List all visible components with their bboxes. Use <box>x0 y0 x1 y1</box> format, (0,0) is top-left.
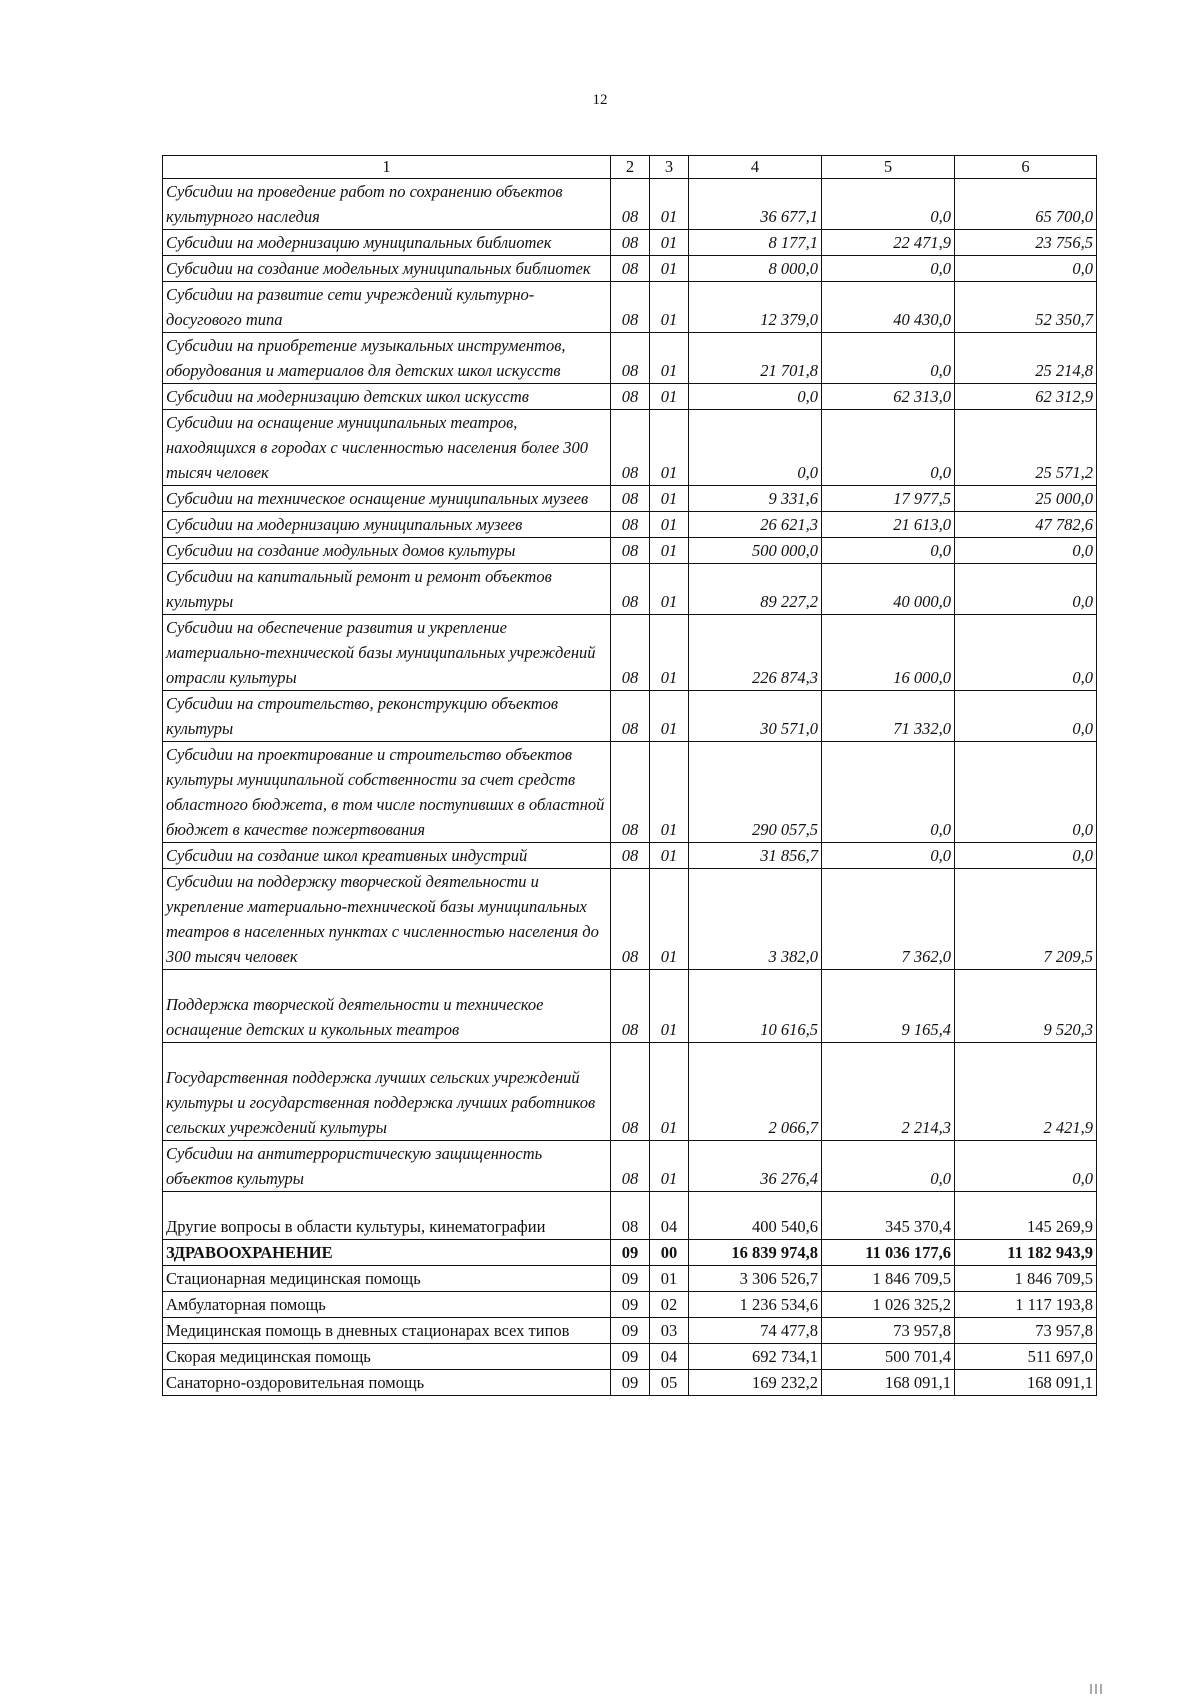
cell-value-5: 40 000,0 <box>822 564 955 615</box>
cell-value-5: 1 846 709,5 <box>822 1266 955 1292</box>
cell-value-6: 65 700,0 <box>955 179 1097 230</box>
cell-section: 08 <box>611 1141 650 1192</box>
cell-name: Амбулаторная помощь <box>163 1292 611 1318</box>
cell-value-6: 9 520,3 <box>955 970 1097 1043</box>
cell-name: Скорая медицинская помощь <box>163 1344 611 1370</box>
cell-section: 08 <box>611 230 650 256</box>
cell-value-5: 0,0 <box>822 538 955 564</box>
cell-subsection: 01 <box>650 333 689 384</box>
table-row <box>163 410 1097 486</box>
cell-value-5: 1 026 325,2 <box>822 1292 955 1318</box>
table-row <box>163 1344 1097 1370</box>
cell-name: Государственная поддержка лучших сельских учреждений культуры и государственная поддержка лучших работников сельских учреждений культуры <box>163 1043 611 1141</box>
table-row <box>163 1266 1097 1292</box>
cell-value-4: 0,0 <box>689 384 822 410</box>
cell-section: 08 <box>611 564 650 615</box>
cell-value-5: 7 362,0 <box>822 869 955 970</box>
cell-value-6: 168 091,1 <box>955 1370 1097 1396</box>
cell-section: 08 <box>611 869 650 970</box>
cell-value-4: 3 306 526,7 <box>689 1266 822 1292</box>
cell-value-6: 0,0 <box>955 691 1097 742</box>
cell-section: 08 <box>611 512 650 538</box>
table-header-row <box>163 156 1097 179</box>
table-row <box>163 970 1097 1043</box>
cell-subsection: 01 <box>650 256 689 282</box>
cell-subsection: 01 <box>650 230 689 256</box>
cell-value-4: 16 839 974,8 <box>689 1240 822 1266</box>
cell-subsection: 01 <box>650 691 689 742</box>
cell-value-5: 0,0 <box>822 1141 955 1192</box>
cell-value-6: 0,0 <box>955 843 1097 869</box>
cell-value-6: 62 312,9 <box>955 384 1097 410</box>
cell-section: 08 <box>611 179 650 230</box>
header-col-3: 3 <box>650 156 689 179</box>
cell-value-4: 10 616,5 <box>689 970 822 1043</box>
cell-subsection: 02 <box>650 1292 689 1318</box>
cell-value-5: 500 701,4 <box>822 1344 955 1370</box>
cell-value-5: 21 613,0 <box>822 512 955 538</box>
cell-subsection: 01 <box>650 1266 689 1292</box>
cell-value-6: 23 756,5 <box>955 230 1097 256</box>
cell-section: 09 <box>611 1292 650 1318</box>
cell-value-4: 30 571,0 <box>689 691 822 742</box>
cell-value-4: 31 856,7 <box>689 843 822 869</box>
cell-section: 08 <box>611 742 650 843</box>
table-row <box>163 869 1097 970</box>
table-row <box>163 1370 1097 1396</box>
cell-name: Субсидии на капитальный ремонт и ремонт объектов культуры <box>163 564 611 615</box>
table-row <box>163 1192 1097 1240</box>
cell-name: Субсидии на создание модельных муниципальных библиотек <box>163 256 611 282</box>
table-row <box>163 282 1097 333</box>
cell-name: Санаторно-оздоровительная помощь <box>163 1370 611 1396</box>
cell-value-6: 73 957,8 <box>955 1318 1097 1344</box>
cell-value-6: 25 214,8 <box>955 333 1097 384</box>
table-row <box>163 512 1097 538</box>
cell-value-6: 0,0 <box>955 1141 1097 1192</box>
table-row <box>163 179 1097 230</box>
cell-value-6: 47 782,6 <box>955 512 1097 538</box>
cell-subsection: 01 <box>650 486 689 512</box>
cell-value-5: 0,0 <box>822 179 955 230</box>
cell-value-5: 9 165,4 <box>822 970 955 1043</box>
cell-name: Субсидии на создание модульных домов культуры <box>163 538 611 564</box>
cell-value-4: 8 177,1 <box>689 230 822 256</box>
cell-name: Субсидии на поддержку творческой деятельности и укрепление материально-технической базы муниципальных театров в населенных пунктах с численностью населения до 300 тысяч человек <box>163 869 611 970</box>
cell-subsection: 01 <box>650 179 689 230</box>
table-row <box>163 333 1097 384</box>
cell-name: Субсидии на обеспечение развития и укрепление материально-технической базы муниципальных учреждений отрасли культуры <box>163 615 611 691</box>
cell-value-6: 511 697,0 <box>955 1344 1097 1370</box>
cell-section: 09 <box>611 1318 650 1344</box>
cell-name: ЗДРАВООХРАНЕНИЕ <box>163 1240 611 1266</box>
cell-value-6: 11 182 943,9 <box>955 1240 1097 1266</box>
cell-value-4: 226 874,3 <box>689 615 822 691</box>
cell-value-4: 9 331,6 <box>689 486 822 512</box>
cell-subsection: 01 <box>650 410 689 486</box>
cell-value-5: 0,0 <box>822 410 955 486</box>
cell-value-6: 25 000,0 <box>955 486 1097 512</box>
table-row <box>163 486 1097 512</box>
budget-table <box>162 155 1097 1396</box>
cell-value-5: 11 036 177,6 <box>822 1240 955 1266</box>
table-row <box>163 843 1097 869</box>
cell-value-4: 36 677,1 <box>689 179 822 230</box>
table-row <box>163 1240 1097 1266</box>
cell-section: 08 <box>611 615 650 691</box>
cell-value-5: 62 313,0 <box>822 384 955 410</box>
header-col-2: 2 <box>611 156 650 179</box>
cell-name: Субсидии на проектирование и строительство объектов культуры муниципальной собственности за счет средств областного бюджета, в том числе поступивших в областной бюджет в качестве пожертвования <box>163 742 611 843</box>
cell-value-4: 12 379,0 <box>689 282 822 333</box>
table-row <box>163 1292 1097 1318</box>
cell-subsection: 01 <box>650 282 689 333</box>
cell-value-4: 3 382,0 <box>689 869 822 970</box>
cell-subsection: 01 <box>650 1043 689 1141</box>
table-row <box>163 1318 1097 1344</box>
cell-value-5: 71 332,0 <box>822 691 955 742</box>
cell-value-4: 1 236 534,6 <box>689 1292 822 1318</box>
cell-subsection: 01 <box>650 869 689 970</box>
cell-subsection: 01 <box>650 843 689 869</box>
table-row <box>163 384 1097 410</box>
cell-value-6: 0,0 <box>955 256 1097 282</box>
cell-section: 09 <box>611 1240 650 1266</box>
cell-subsection: 05 <box>650 1370 689 1396</box>
cell-value-5: 0,0 <box>822 742 955 843</box>
cell-subsection: 01 <box>650 1141 689 1192</box>
cell-subsection: 01 <box>650 615 689 691</box>
table-row <box>163 256 1097 282</box>
cell-name: Субсидии на проведение работ по сохранению объектов культурного наследия <box>163 179 611 230</box>
cell-name: Субсидии на модернизацию муниципальных библиотек <box>163 230 611 256</box>
cell-section: 09 <box>611 1370 650 1396</box>
cell-value-4: 500 000,0 <box>689 538 822 564</box>
cell-value-5: 0,0 <box>822 333 955 384</box>
cell-value-6: 0,0 <box>955 538 1097 564</box>
cell-subsection: 03 <box>650 1318 689 1344</box>
table-row <box>163 615 1097 691</box>
cell-value-6: 1 117 193,8 <box>955 1292 1097 1318</box>
table-row <box>163 538 1097 564</box>
cell-value-4: 26 621,3 <box>689 512 822 538</box>
cell-value-5: 345 370,4 <box>822 1192 955 1240</box>
cell-section: 08 <box>611 410 650 486</box>
cell-name: Субсидии на приобретение музыкальных инструментов, оборудования и материалов для детских школ искусств <box>163 333 611 384</box>
table-row <box>163 691 1097 742</box>
cell-value-5: 22 471,9 <box>822 230 955 256</box>
cell-subsection: 01 <box>650 538 689 564</box>
header-col-1: 1 <box>163 156 611 179</box>
cell-subsection: 01 <box>650 384 689 410</box>
cell-value-4: 8 000,0 <box>689 256 822 282</box>
table-row <box>163 230 1097 256</box>
scan-mark <box>1087 1682 1107 1694</box>
cell-value-4: 36 276,4 <box>689 1141 822 1192</box>
cell-value-5: 2 214,3 <box>822 1043 955 1141</box>
cell-subsection: 01 <box>650 742 689 843</box>
cell-section: 08 <box>611 1192 650 1240</box>
cell-name: Другие вопросы в области культуры, кинематографии <box>163 1192 611 1240</box>
cell-section: 08 <box>611 691 650 742</box>
cell-name: Субсидии на техническое оснащение муниципальных музеев <box>163 486 611 512</box>
cell-subsection: 01 <box>650 564 689 615</box>
page-number: 12 <box>592 92 608 108</box>
cell-value-4: 21 701,8 <box>689 333 822 384</box>
cell-name: Поддержка творческой деятельности и техническое оснащение детских и кукольных театров <box>163 970 611 1043</box>
cell-value-4: 0,0 <box>689 410 822 486</box>
cell-name: Субсидии на строительство, реконструкцию объектов культуры <box>163 691 611 742</box>
cell-value-6: 2 421,9 <box>955 1043 1097 1141</box>
cell-value-6: 0,0 <box>955 564 1097 615</box>
cell-value-5: 168 091,1 <box>822 1370 955 1396</box>
cell-subsection: 04 <box>650 1192 689 1240</box>
cell-subsection: 01 <box>650 512 689 538</box>
cell-name: Субсидии на антитеррористическую защищенность объектов культуры <box>163 1141 611 1192</box>
cell-value-5: 17 977,5 <box>822 486 955 512</box>
cell-value-6: 1 846 709,5 <box>955 1266 1097 1292</box>
cell-subsection: 04 <box>650 1344 689 1370</box>
cell-value-6: 7 209,5 <box>955 869 1097 970</box>
cell-value-6: 25 571,2 <box>955 410 1097 486</box>
cell-section: 08 <box>611 282 650 333</box>
cell-subsection: 01 <box>650 970 689 1043</box>
cell-value-5: 0,0 <box>822 256 955 282</box>
table-body <box>163 179 1097 1396</box>
cell-section: 08 <box>611 256 650 282</box>
table-row <box>163 564 1097 615</box>
cell-section: 08 <box>611 970 650 1043</box>
cell-name: Субсидии на развитие сети учреждений культурно-досугового типа <box>163 282 611 333</box>
cell-section: 09 <box>611 1344 650 1370</box>
table-row <box>163 1141 1097 1192</box>
cell-name: Субсидии на модернизацию муниципальных музеев <box>163 512 611 538</box>
cell-value-4: 89 227,2 <box>689 564 822 615</box>
cell-value-5: 73 957,8 <box>822 1318 955 1344</box>
cell-value-4: 400 540,6 <box>689 1192 822 1240</box>
cell-value-6: 145 269,9 <box>955 1192 1097 1240</box>
cell-value-6: 52 350,7 <box>955 282 1097 333</box>
cell-section: 08 <box>611 486 650 512</box>
cell-name: Субсидии на оснащение муниципальных театров, находящихся в городах с численностью населения более 300 тысяч человек <box>163 410 611 486</box>
cell-subsection: 00 <box>650 1240 689 1266</box>
cell-value-6: 0,0 <box>955 615 1097 691</box>
cell-value-5: 0,0 <box>822 843 955 869</box>
cell-value-5: 16 000,0 <box>822 615 955 691</box>
header-col-5: 5 <box>822 156 955 179</box>
cell-section: 08 <box>611 538 650 564</box>
cell-section: 08 <box>611 384 650 410</box>
header-col-6: 6 <box>955 156 1097 179</box>
table-row <box>163 1043 1097 1141</box>
cell-section: 09 <box>611 1266 650 1292</box>
table-row <box>163 742 1097 843</box>
cell-section: 08 <box>611 1043 650 1141</box>
cell-value-4: 290 057,5 <box>689 742 822 843</box>
cell-section: 08 <box>611 843 650 869</box>
cell-value-6: 0,0 <box>955 742 1097 843</box>
cell-section: 08 <box>611 333 650 384</box>
cell-value-4: 74 477,8 <box>689 1318 822 1344</box>
cell-value-5: 40 430,0 <box>822 282 955 333</box>
cell-value-4: 169 232,2 <box>689 1370 822 1396</box>
header-col-4: 4 <box>689 156 822 179</box>
cell-value-4: 692 734,1 <box>689 1344 822 1370</box>
cell-value-4: 2 066,7 <box>689 1043 822 1141</box>
cell-name: Субсидии на создание школ креативных индустрий <box>163 843 611 869</box>
cell-name: Медицинская помощь в дневных стационарах всех типов <box>163 1318 611 1344</box>
cell-name: Субсидии на модернизацию детских школ искусств <box>163 384 611 410</box>
cell-name: Стационарная медицинская помощь <box>163 1266 611 1292</box>
